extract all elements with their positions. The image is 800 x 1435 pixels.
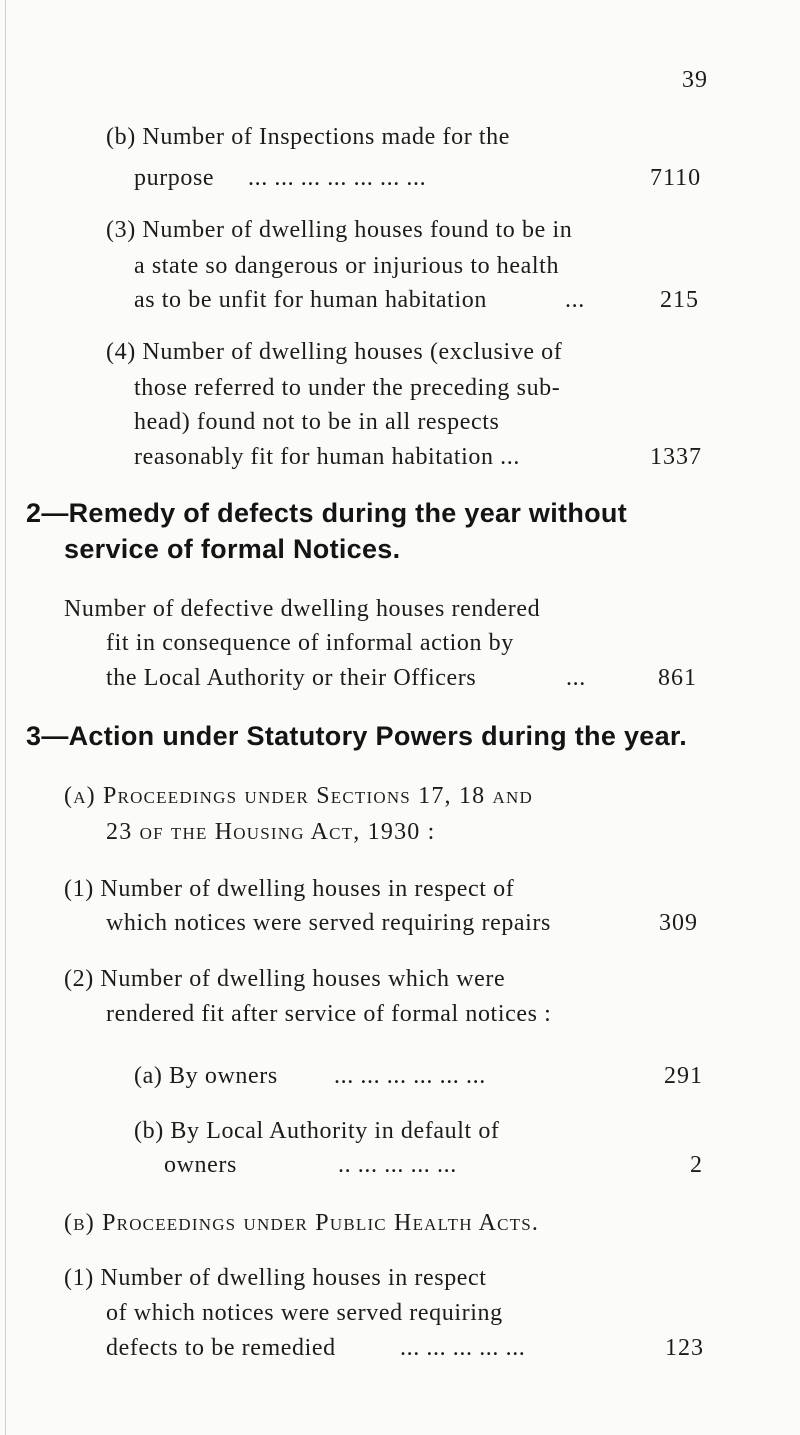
item-b1-line3: defects to be remedied: [106, 1335, 336, 1361]
item-b-leaders: ... ... ... ... ... ... ...: [248, 165, 427, 191]
item-4-line1: (4) Number of dwelling houses (exclusive of: [106, 339, 563, 365]
item-b-label-line1: (b) Number of Inspections made for the: [106, 124, 511, 150]
item-4-line4: reasonably fit for human habitation ...: [134, 444, 520, 470]
sub-b-label: (b) Proceedings under Public Health Acts.: [64, 1210, 540, 1236]
sub-a-line2: 23 of the Housing Act, 1930 :: [106, 819, 436, 845]
item-2b-line2: owners: [164, 1152, 237, 1178]
section-2-heading-line1: 2—Remedy of defects during the year without: [26, 498, 627, 528]
item-3-line2: a state so dangerous or injurious to health: [134, 253, 560, 279]
item-3-leaders: ...: [565, 287, 585, 313]
item-2b-leaders: .. ... ... ... ...: [338, 1152, 457, 1178]
section-2-para-line3: the Local Authority or their Officers: [106, 665, 477, 691]
section-2-value: 861: [658, 665, 697, 691]
section-2-para-line2: fit in consequence of informal action by: [106, 630, 514, 656]
item-3-line1: (3) Number of dwelling houses found to be in: [106, 217, 573, 243]
item-b1-line1: (1) Number of dwelling houses in respect: [64, 1265, 487, 1291]
sub-a-line1: (a) Proceedings under Sections 17, 18 and: [64, 783, 533, 809]
item-2a-leaders: ... ... ... ... ... ...: [334, 1063, 486, 1089]
item-2b-value: 2: [690, 1152, 703, 1178]
item-3-line3: as to be unfit for human habitation: [134, 287, 487, 313]
page-number: 39: [682, 67, 708, 93]
item-4-line2: those referred to under the preceding sub-: [134, 375, 561, 401]
item-3-value: 215: [660, 287, 699, 313]
item-b1-value: 123: [665, 1335, 704, 1361]
item-4-line3: head) found not to be in all respects: [134, 409, 500, 435]
section-2-para-line1: Number of defective dwelling houses rendered: [64, 596, 541, 622]
item-1-value: 309: [659, 910, 698, 936]
item-b1-line2: of which notices were served requiring: [106, 1300, 503, 1326]
item-2a-value: 291: [664, 1063, 703, 1089]
item-2a-label: (a) By owners: [134, 1063, 278, 1089]
item-2b-line1: (b) By Local Authority in default of: [134, 1118, 500, 1144]
section-2-heading-line2: service of formal Notices.: [64, 534, 401, 564]
item-1-line1: (1) Number of dwelling houses in respect of: [64, 876, 515, 902]
section-3-heading: 3—Action under Statutory Powers during the year.: [26, 721, 688, 751]
item-b-label-line2: purpose: [134, 165, 215, 191]
item-2-line1: (2) Number of dwelling houses which were: [64, 966, 506, 992]
item-b1-leaders: ... ... ... ... ...: [400, 1335, 526, 1361]
item-b-value: 7110: [650, 165, 702, 191]
item-2-line2: rendered fit after service of formal notices :: [106, 1001, 552, 1027]
item-4-value: 1337: [650, 444, 702, 470]
scan-edge-line: [5, 0, 6, 1435]
item-1-line2: which notices were served requiring repairs: [106, 910, 551, 936]
section-2-leaders: ...: [566, 665, 586, 691]
